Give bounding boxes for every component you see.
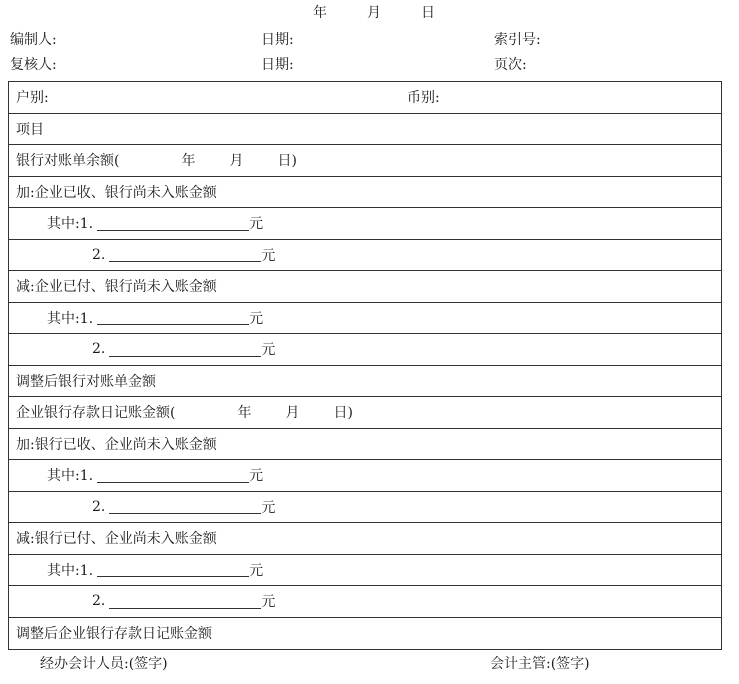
table-row-sub-2 — [9, 586, 721, 618]
sub2-prefix: 2. — [92, 341, 106, 358]
reconciliation-table — [8, 81, 722, 650]
table-row-sub-1 — [9, 208, 721, 240]
company-balance-month: 月 — [285, 405, 300, 422]
less-bank-paid-label: 减:银行已付、企业尚未入账金额 — [16, 531, 217, 548]
add-company-received-label: 加:企业已收、银行尚未入账金额 — [16, 184, 217, 201]
amount-blank — [109, 247, 261, 262]
table-row-item — [9, 114, 721, 146]
page-number-label: 页次: — [494, 57, 527, 73]
sub1-prefix: 其中:1. — [47, 562, 94, 579]
header-month: 月 — [367, 5, 381, 21]
table-row-adjusted-bank-balance — [9, 366, 721, 398]
item-label: 项目 — [16, 121, 44, 138]
table-row-account — [9, 82, 721, 114]
company-balance-label: 企业银行存款日记账金额( — [16, 405, 176, 422]
unit-label: 元 — [261, 247, 276, 264]
date-label-2: 日期: — [261, 57, 294, 73]
bank-balance-year: 年 — [181, 153, 196, 170]
sub2-prefix: 2. — [92, 246, 106, 263]
amount-blank — [109, 342, 261, 357]
table-row-add-bank-received — [9, 429, 721, 461]
supervisor-signature-label: 会计主管:(签字) — [490, 656, 590, 672]
unit-label: 元 — [249, 562, 264, 579]
currency-label: 币别: — [407, 90, 440, 107]
amount-blank — [97, 562, 249, 577]
adjusted-company-balance-label: 调整后企业银行存款日记账金额 — [16, 626, 212, 643]
reviewer-label: 复核人: — [10, 57, 57, 73]
table-row-sub-1 — [9, 303, 721, 335]
amount-blank — [97, 468, 249, 483]
table-row-sub-2 — [9, 334, 721, 366]
unit-label: 元 — [249, 216, 264, 233]
sub1-prefix: 其中:1. — [47, 310, 94, 327]
unit-label: 元 — [249, 468, 264, 485]
header-day: 日 — [421, 5, 435, 21]
preparer-label: 编制人: — [10, 32, 57, 48]
amount-blank — [97, 216, 249, 231]
bank-balance-month: 月 — [229, 153, 244, 170]
table-row-sub-1 — [9, 555, 721, 587]
header-date-line — [313, 5, 435, 21]
unit-label: 元 — [261, 594, 276, 611]
date-label-1: 日期: — [261, 32, 294, 48]
bank-balance-day: 日) — [277, 153, 297, 170]
sub1-prefix: 其中:1. — [47, 468, 94, 485]
sub2-prefix: 2. — [92, 498, 106, 515]
table-row-bank-balance — [9, 145, 721, 177]
company-balance-day: 日) — [333, 405, 353, 422]
handler-signature-label: 经办会计人员:(签字) — [40, 656, 168, 672]
adjusted-bank-balance-label: 调整后银行对账单金额 — [16, 373, 156, 390]
less-company-paid-label: 减:企业已付、银行尚未入账金额 — [16, 279, 217, 296]
table-row-sub-2 — [9, 240, 721, 272]
sub2-prefix: 2. — [92, 593, 106, 610]
unit-label: 元 — [249, 310, 264, 327]
bank-balance-label: 银行对账单余额( — [16, 153, 120, 170]
unit-label: 元 — [261, 342, 276, 359]
company-balance-year: 年 — [237, 405, 252, 422]
table-row-company-balance — [9, 397, 721, 429]
index-number-label: 索引号: — [494, 32, 541, 48]
table-row-adjusted-company-balance — [9, 618, 721, 650]
table-row-less-bank-paid — [9, 523, 721, 555]
add-bank-received-label: 加:银行已收、企业尚未入账金额 — [16, 436, 217, 453]
amount-blank — [109, 499, 261, 514]
table-row-sub-2 — [9, 492, 721, 524]
table-row-sub-1 — [9, 460, 721, 492]
amount-blank — [97, 310, 249, 325]
table-row-add-company-received — [9, 177, 721, 209]
account-label: 户别: — [16, 90, 49, 107]
amount-blank — [109, 594, 261, 609]
unit-label: 元 — [261, 499, 276, 516]
table-row-less-company-paid — [9, 271, 721, 303]
header-year: 年 — [313, 5, 327, 21]
sub1-prefix: 其中:1. — [47, 216, 94, 233]
